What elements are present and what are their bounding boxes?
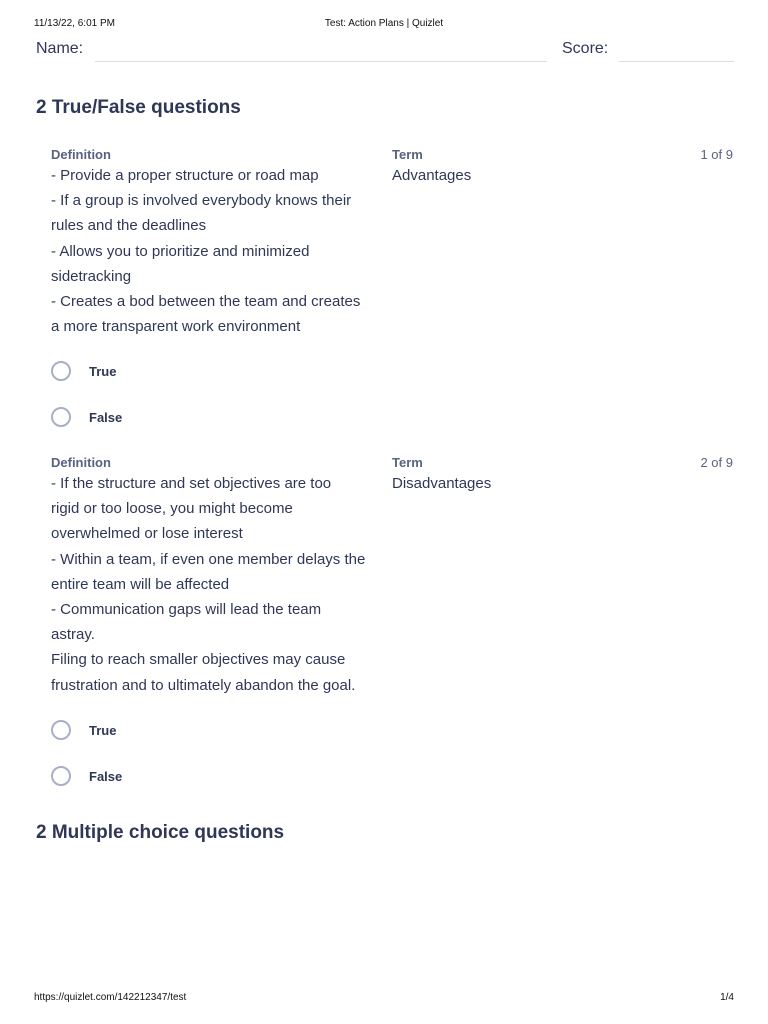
option-false[interactable]	[51, 407, 191, 431]
term-text: Advantages	[392, 167, 472, 184]
definition-line: sidetracking	[51, 267, 132, 285]
name-score-row	[36, 40, 734, 64]
term-text: Disadvantages	[392, 475, 492, 492]
print-footer	[34, 992, 734, 1006]
definition-line: frustration and to ultimately abandon the goal.	[51, 676, 356, 694]
question-counter: 2 of 9	[700, 455, 733, 470]
term-label: Term	[392, 455, 423, 470]
definition-line: - Within a team, if even one member delays the	[51, 550, 366, 568]
score-label: Score:	[562, 40, 609, 57]
definition-line: rules and the deadlines	[51, 217, 207, 235]
definition-label: Definition	[51, 455, 111, 470]
question-counter: 1 of 9	[700, 147, 733, 162]
definition-line: - If the structure and set objectives are too	[51, 475, 332, 492]
radio-button[interactable]	[51, 720, 71, 740]
definition-line: overwhelmed or lose interest	[51, 525, 243, 543]
definition-line: - If a group is involved everybody knows their	[51, 192, 352, 210]
definition-line: rigid or too loose, you might become	[51, 500, 293, 518]
option-false[interactable]	[51, 766, 191, 790]
question-card	[51, 455, 733, 795]
print-page-number: 1/4	[720, 992, 734, 1003]
radio-button[interactable]	[51, 407, 71, 427]
definition-line: - Creates a bod between the team and creates	[51, 293, 361, 311]
option-label: True	[89, 723, 117, 738]
radio-button[interactable]	[51, 361, 71, 381]
print-url: https://quizlet.com/142212347/test	[34, 992, 187, 1003]
definition-label: Definition	[51, 147, 111, 162]
name-label: Name:	[36, 40, 84, 57]
term-label: Term	[392, 147, 423, 162]
radio-button[interactable]	[51, 766, 71, 786]
option-label: False	[89, 769, 123, 784]
print-page-title: Test: Action Plans | Quizlet	[324, 18, 444, 29]
print-datetime: 11/13/22, 6:01 PM	[34, 18, 115, 29]
option-label: True	[89, 364, 117, 379]
definition-line: - Communication gaps will lead the team	[51, 601, 322, 619]
definition-line: a more transparent work environment	[51, 318, 301, 336]
question-card	[51, 147, 733, 437]
definition-line: Filing to reach smaller objectives may cause	[51, 651, 346, 669]
section-heading-true-false: 2 True/False questions	[36, 97, 241, 118]
section-heading-multiple-choice: 2 Multiple choice questions	[36, 822, 285, 843]
score-field[interactable]	[619, 61, 734, 62]
option-true[interactable]	[51, 720, 191, 744]
print-header	[34, 18, 734, 32]
definition-line: - Provide a proper structure or road map	[51, 167, 319, 184]
definition-line: - Allows you to prioritize and minimized	[51, 242, 310, 260]
option-true[interactable]	[51, 361, 191, 385]
definition-text	[51, 163, 381, 339]
option-label: False	[89, 410, 123, 425]
name-field[interactable]	[95, 61, 547, 62]
definition-line: astray.	[51, 626, 95, 644]
definition-line: entire team will be affected	[51, 575, 230, 593]
definition-text	[51, 471, 381, 698]
